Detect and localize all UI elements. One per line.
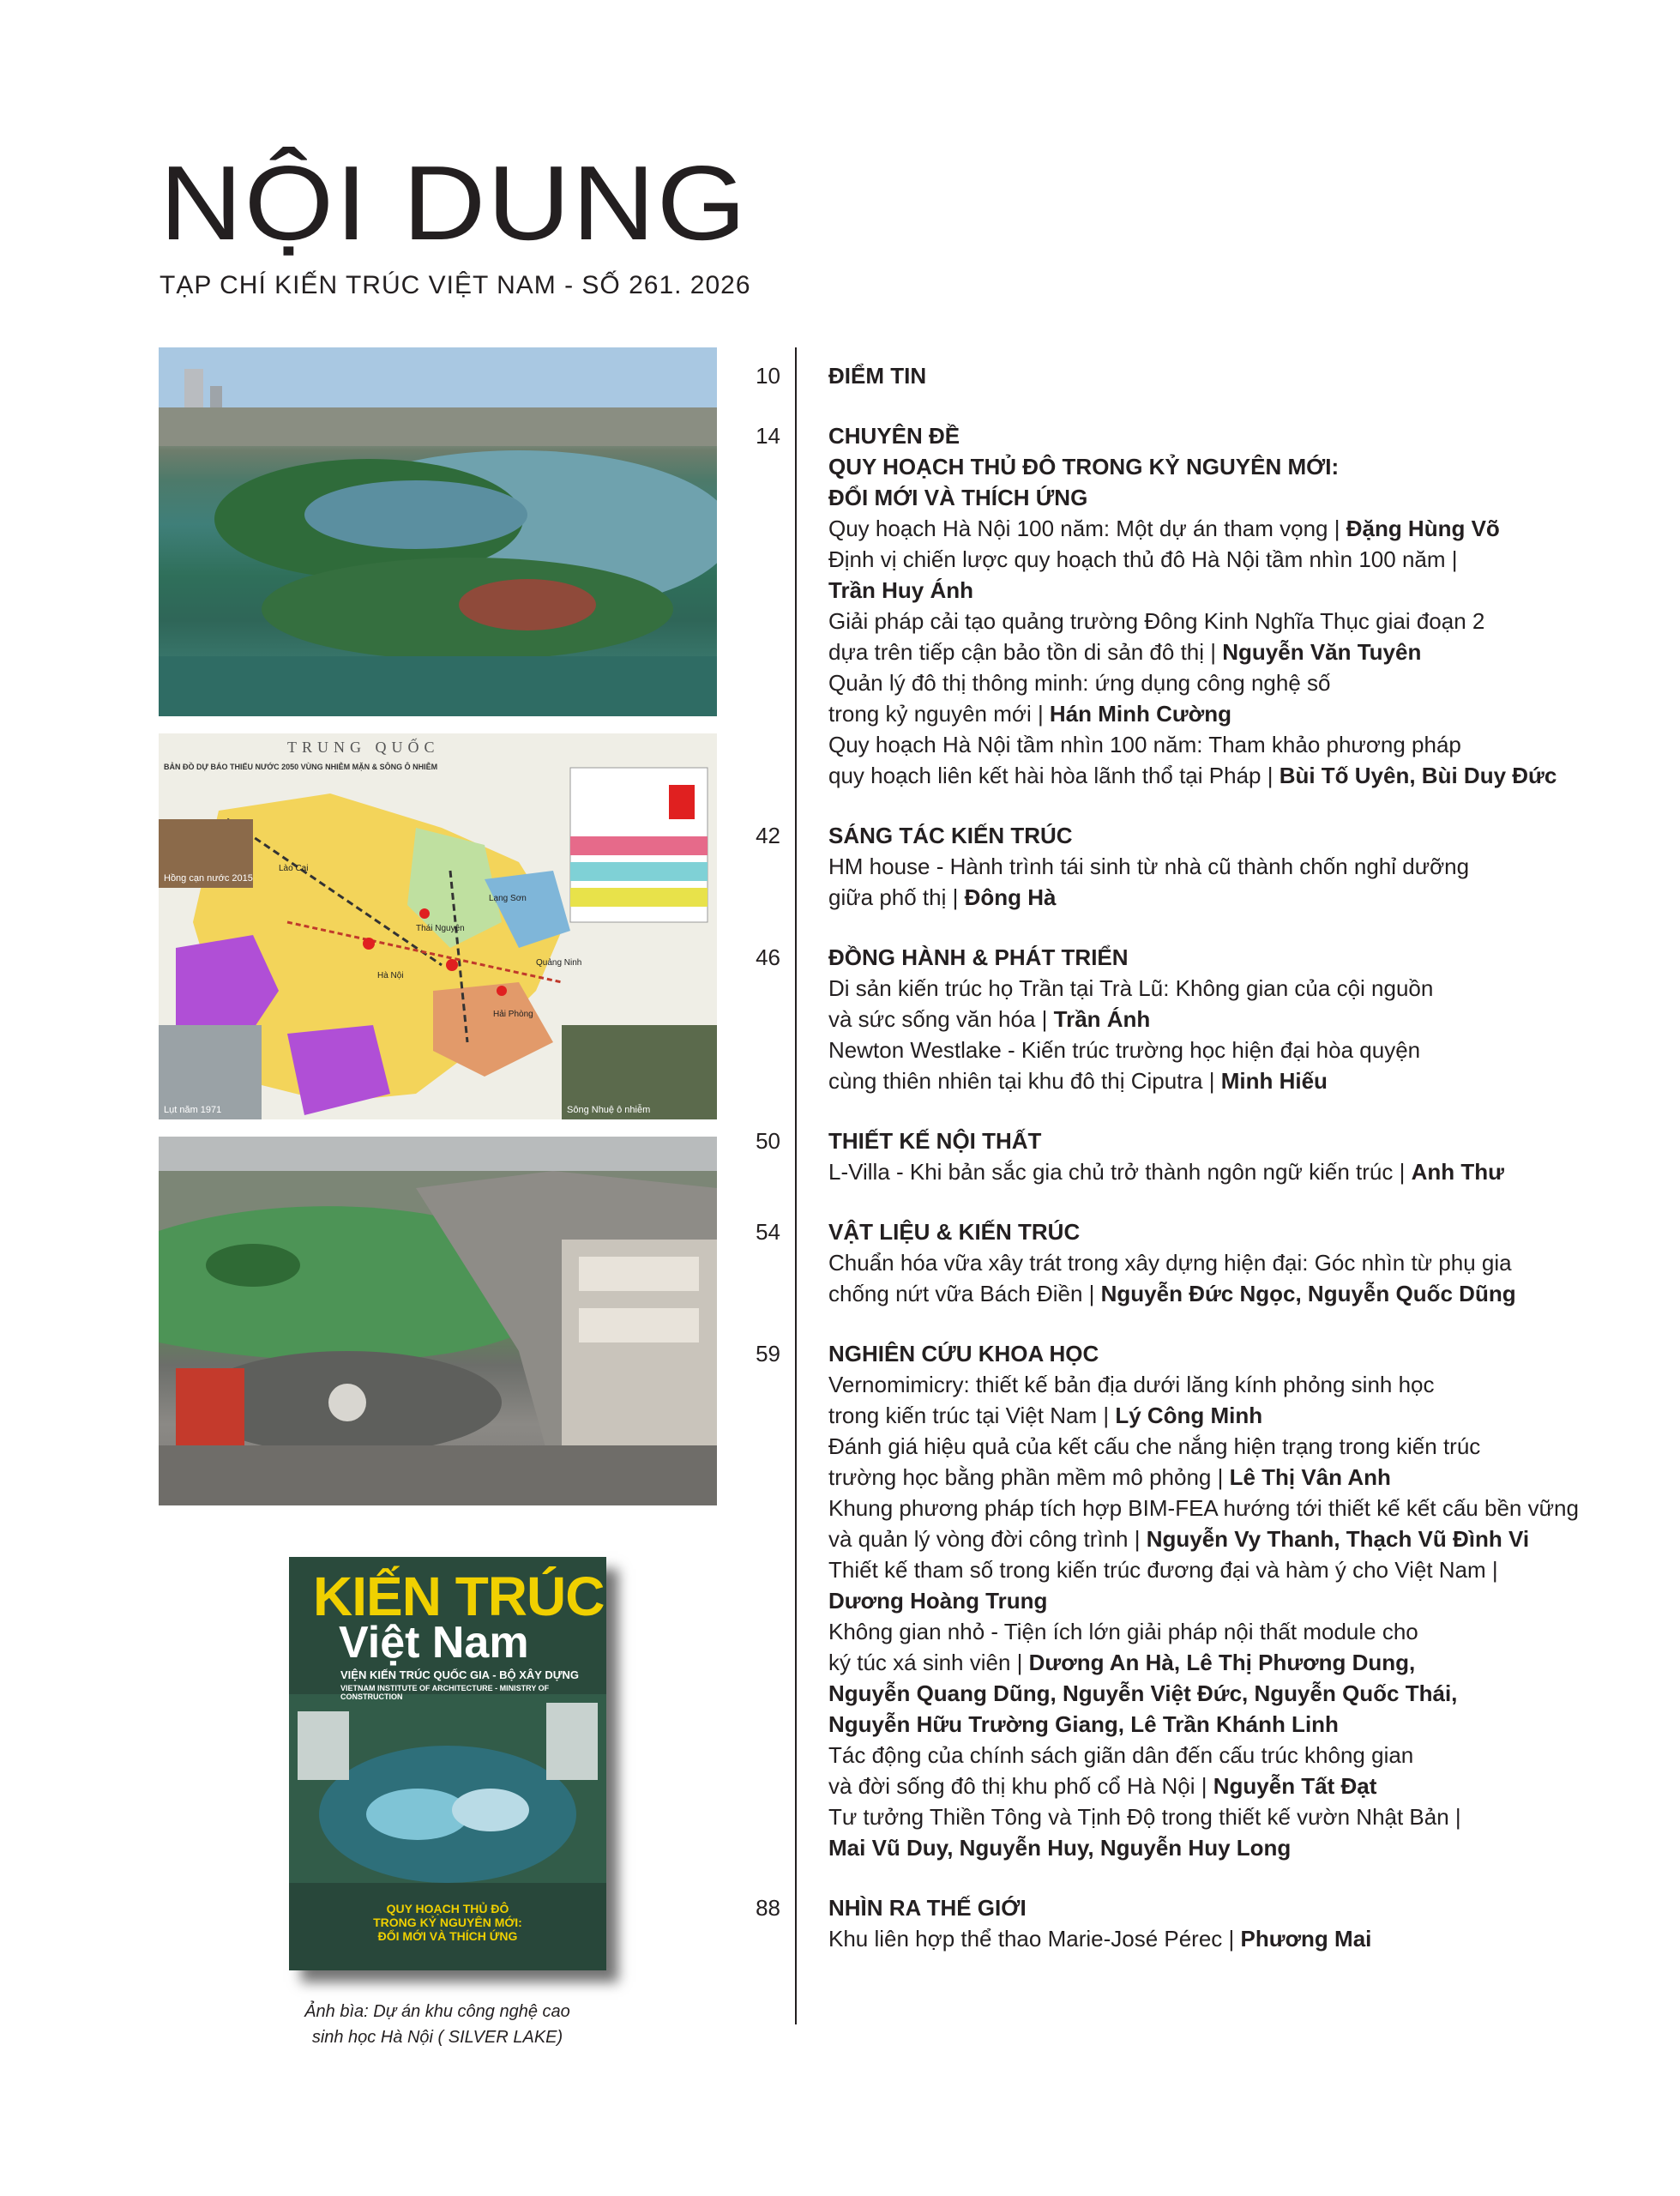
toc-section-title: NGHIÊN CỨU KHOA HỌC xyxy=(828,1341,1099,1366)
toc-section xyxy=(746,820,1647,913)
toc-article-line xyxy=(828,1647,1647,1678)
toc-article-line xyxy=(828,1740,1647,1771)
toc-article-author: Nguyễn Đức Ngọc, Nguyễn Quốc Dũng xyxy=(1100,1281,1516,1306)
toc-page-number: 88 xyxy=(756,1895,780,1921)
toc-article-line xyxy=(828,1585,1647,1616)
toc-article-title: Quy hoạch Hà Nội 100 năm: Một dự án tham vọng | xyxy=(828,516,1346,541)
toc-article-author: Minh Hiếu xyxy=(1220,1068,1328,1094)
map-city-2: Lạng Sơn xyxy=(489,894,527,903)
toc-article-title: Di sản kiến trúc họ Trần tại Trà Lũ: Không gian của cội nguồn xyxy=(828,975,1434,1001)
toc-section-title: QUY HOẠCH THỦ ĐÔ TRONG KỶ NGUYÊN MỚI: xyxy=(828,454,1340,480)
map-city-6: Quảng Ninh xyxy=(536,958,582,968)
cover-theme-line: ĐỔI MỚI VÀ THÍCH ỨNG xyxy=(377,1929,518,1944)
toc-article-line xyxy=(828,729,1647,760)
toc-article-line xyxy=(828,1035,1647,1065)
toc-section-title: VẬT LIỆU & KIẾN TRÚC xyxy=(828,1219,1081,1245)
toc-article-author: Mai Vũ Duy, Nguyễn Huy, Nguyễn Huy Long xyxy=(828,1835,1292,1861)
cover-publisher-en: VIETNAM INSTITUTE OF ARCHITECTURE - MINISTRY OF CONSTRUCTION xyxy=(340,1684,550,1701)
map-illustration xyxy=(159,733,717,1119)
toc-article-line xyxy=(828,1801,1647,1832)
map-photo-label-1: Hồng cạn nước 2015 xyxy=(164,873,253,884)
toc-page-number: 46 xyxy=(756,944,780,970)
toc-article-title: Vernomimicry: thiết kế bản địa dưới lăng kính phỏng sinh học xyxy=(828,1372,1435,1397)
cover-theme xyxy=(289,1902,606,1943)
toc-article-title: Thiết kế tham số trong kiến trúc đương đại và hàm ý cho Việt Nam | xyxy=(828,1557,1498,1583)
cover-brand-subtitle: Việt Nam xyxy=(339,1618,529,1668)
map-legend-title: BẢN ĐỒ DỰ BÁO THIẾU NƯỚC 2050 VÙNG NHIỄM MẶN & SÔNG Ô NHIỄM xyxy=(164,763,438,771)
cover-theme-line: QUY HOẠCH THỦ ĐÔ xyxy=(386,1902,509,1915)
toc-article-title: Tư tưởng Thiền Tông và Tịnh Độ trong thiết kế vườn Nhật Bản | xyxy=(828,1804,1461,1830)
toc-article-title: dựa trên tiếp cận bảo tồn di sản đô thị | xyxy=(828,639,1223,665)
toc-article-title: Đánh giá hiệu quả của kết cấu che nắng hiện trạng trong kiến trúc xyxy=(828,1433,1481,1459)
toc-section-body xyxy=(828,1338,1647,1863)
west-lake-illustration xyxy=(159,347,717,716)
toc-section xyxy=(746,1338,1647,1863)
toc-section xyxy=(746,1125,1647,1187)
toc-section xyxy=(746,360,1647,391)
toc-article-title: Tác động của chính sách giãn dân đến cấu trúc không gian xyxy=(828,1742,1414,1768)
toc-article-author: Nguyễn Vy Thanh, Thạch Vũ Đình Vi xyxy=(1146,1526,1530,1552)
toc-article-line xyxy=(828,1278,1647,1309)
toc-section-body xyxy=(828,1892,1647,1954)
toc-article-author: Anh Thư xyxy=(1411,1159,1504,1185)
map-city-1: Lào Cai xyxy=(279,864,309,873)
toc-article-line xyxy=(828,1004,1647,1035)
toc-page-number: 54 xyxy=(756,1219,780,1245)
toc-article-line xyxy=(828,1523,1647,1554)
toc-article-line xyxy=(828,667,1647,698)
hoan-kiem-lake-photo xyxy=(159,1137,717,1505)
toc-section-body xyxy=(828,420,1647,791)
toc-article-title: Định vị chiến lược quy hoạch thủ đô Hà Nội tầm nhìn 100 năm | xyxy=(828,546,1458,572)
toc-page-number: 10 xyxy=(756,363,780,389)
magazine-issue: TẠP CHÍ KIẾN TRÚC VIỆT NAM - SỐ 261. 2026 xyxy=(160,271,751,299)
toc-article-line xyxy=(828,1400,1647,1431)
toc-section-title: SÁNG TÁC KIẾN TRÚC xyxy=(828,823,1073,848)
toc-section-body xyxy=(828,1125,1647,1187)
toc-article-line xyxy=(828,760,1647,791)
toc-article-line xyxy=(828,1923,1647,1954)
toc-section xyxy=(746,942,1647,1096)
toc-section-title: ĐỒNG HÀNH & PHÁT TRIỂN xyxy=(828,944,1129,970)
toc-article-line xyxy=(828,544,1647,575)
cover-theme-line: TRONG KỶ NGUYÊN MỚI: xyxy=(373,1915,522,1930)
toc-article-line xyxy=(828,1832,1647,1863)
toc-article-line xyxy=(828,575,1647,606)
cover-publisher: VIỆN KIẾN TRÚC QUỐC GIA - BỘ XÂY DỰNG xyxy=(340,1668,580,1681)
toc-article-author: Đặng Hùng Võ xyxy=(1346,516,1500,541)
toc-article-line xyxy=(828,882,1647,913)
toc-page-number: 59 xyxy=(756,1341,780,1366)
water-forecast-map xyxy=(159,733,717,1119)
toc-article-title: và sức sống văn hóa | xyxy=(828,1006,1054,1032)
toc-section xyxy=(746,1216,1647,1309)
map-photo-label-3: Lụt năm 1971 xyxy=(164,1105,222,1115)
toc-section-body xyxy=(828,360,1647,391)
toc-article-line xyxy=(828,1678,1647,1709)
toc-article-author: Trần Ánh xyxy=(1053,1006,1151,1032)
toc-article-title: trong kỷ nguyên mới | xyxy=(828,701,1050,727)
toc-article-author: Đông Hà xyxy=(964,884,1057,910)
toc-page-number: 14 xyxy=(756,423,780,449)
map-country-label: TRUNG QUỐC xyxy=(287,739,440,756)
toc-article-title: chống nứt vữa Bách Điền | xyxy=(828,1281,1101,1306)
toc-article-author: Phương Mai xyxy=(1240,1926,1372,1952)
cover-caption-line: sinh học Hà Nội ( SILVER LAKE) xyxy=(311,2028,563,2047)
cover-caption-line: Ảnh bìa: Dự án khu công nghệ cao xyxy=(304,2002,570,2021)
toc-section xyxy=(746,420,1647,791)
toc-article-line xyxy=(828,1709,1647,1740)
toc-article-title: Khung phương pháp tích hợp BIM-FEA hướng tới thiết kế kết cấu bền vững xyxy=(828,1495,1579,1521)
cover-brand-title: KIẾN TRÚC xyxy=(313,1566,605,1627)
toc-article-title: và quản lý vòng đời công trình | xyxy=(828,1526,1147,1552)
toc-article-author: Nguyễn Tất Đạt xyxy=(1213,1773,1377,1799)
toc-article-line xyxy=(828,1462,1647,1493)
toc-article-title: Giải pháp cải tạo quảng trường Đông Kinh Nghĩa Thục giai đoạn 2 xyxy=(828,608,1485,634)
toc-article-title: Quản lý đô thị thông minh: ứng dụng công nghệ số xyxy=(828,670,1331,696)
toc-section-title: NHÌN RA THẾ GIỚI xyxy=(828,1895,1027,1921)
toc-article-author: Trần Huy Ánh xyxy=(828,577,974,603)
magazine-cover xyxy=(289,1557,606,1970)
toc-section-title: ĐIỂM TIN xyxy=(828,363,927,389)
toc-article-title: cùng thiên nhiên tại khu đô thị Ciputra | xyxy=(828,1068,1221,1094)
toc-article-author: Nguyễn Văn Tuyên xyxy=(1222,639,1422,665)
toc-article-author: Nguyễn Hữu Trường Giang, Lê Trần Khánh Linh xyxy=(828,1711,1339,1737)
map-city-3: Thái Nguyên xyxy=(416,924,465,933)
toc-article-author: Dương Hoàng Trung xyxy=(828,1588,1048,1614)
toc-article-title: L-Villa - Khi bản sắc gia chủ trở thành ngôn ngữ kiến trúc | xyxy=(828,1159,1412,1185)
toc-article-title: giữa phố thị | xyxy=(828,884,965,910)
toc-page-number: 42 xyxy=(756,823,780,848)
toc-article-line xyxy=(828,698,1647,729)
toc-article-line xyxy=(828,1065,1647,1096)
toc-section xyxy=(746,1892,1647,1954)
toc-article-title: Newton Westlake - Kiến trúc trường học hiện đại hòa quyện xyxy=(828,1037,1421,1063)
toc-article-title: Khu liên hợp thể thao Marie-José Pérec | xyxy=(828,1926,1241,1952)
toc-article-line xyxy=(828,1771,1647,1801)
toc-section-title: CHUYÊN ĐỀ xyxy=(828,423,960,449)
toc-article-author: Nguyễn Quang Dũng, Nguyễn Việt Đức, Nguyễn Quốc Thái, xyxy=(828,1680,1458,1706)
toc-article-author: Lê Thị Vân Anh xyxy=(1229,1464,1391,1490)
toc-article-line xyxy=(828,1554,1647,1585)
toc-article-line xyxy=(828,1156,1647,1187)
toc-article-title: Chuẩn hóa vữa xây trát trong xây dựng hiện đại: Góc nhìn từ phụ gia xyxy=(828,1250,1512,1276)
toc-article-title: Quy hoạch Hà Nội tầm nhìn 100 năm: Tham khảo phương pháp xyxy=(828,732,1461,757)
toc-article-title: trường học bằng phần mềm mô phỏng | xyxy=(828,1464,1230,1490)
toc-article-line xyxy=(828,636,1647,667)
toc-section-title: ĐỔI MỚI VÀ THÍCH ỨNG xyxy=(828,485,1088,510)
toc-article-author: Dương An Hà, Lê Thị Phương Dung, xyxy=(1028,1650,1416,1675)
toc-article-line xyxy=(828,606,1647,636)
toc-article-title: quy hoạch liên kết hài hòa lãnh thổ tại Pháp | xyxy=(828,763,1280,788)
toc-article-line xyxy=(828,1493,1647,1523)
toc-article-title: Không gian nhỏ - Tiện ích lớn giải pháp nội thất module cho xyxy=(828,1619,1418,1644)
table-of-contents xyxy=(746,360,1647,1954)
toc-page-number: 50 xyxy=(756,1128,780,1154)
toc-section-body xyxy=(828,942,1647,1096)
toc-article-line xyxy=(828,513,1647,544)
toc-section-body xyxy=(828,1216,1647,1309)
map-city-4: Hà Nội xyxy=(377,971,404,980)
map-city-5: Hải Phòng xyxy=(493,1010,533,1019)
toc-article-line xyxy=(828,1369,1647,1400)
toc-article-title: HM house - Hành trình tái sinh từ nhà cũ thành chốn nghỉ dưỡng xyxy=(828,854,1470,879)
toc-section-title: THIẾT KẾ NỘI THẤT xyxy=(828,1128,1042,1154)
toc-article-title: và đời sống đô thị khu phố cổ Hà Nội | xyxy=(828,1773,1213,1799)
cover-caption xyxy=(257,1999,617,2050)
toc-section-body xyxy=(828,820,1647,913)
toc-article-line xyxy=(828,1247,1647,1278)
toc-article-author: Lý Công Minh xyxy=(1115,1403,1263,1428)
page-title: NỘI DUNG xyxy=(160,144,748,262)
west-lake-aerial-photo xyxy=(159,347,717,716)
toc-article-line xyxy=(828,851,1647,882)
toc-article-line xyxy=(828,1431,1647,1462)
toc-article-line xyxy=(828,973,1647,1004)
toc-article-line xyxy=(828,1616,1647,1647)
toc-article-title: trong kiến trúc tại Việt Nam | xyxy=(828,1403,1116,1428)
toc-article-title: ký túc xá sinh viên | xyxy=(828,1650,1029,1675)
map-photo-label-2: Sông Nhuệ ô nhiễm xyxy=(567,1105,651,1115)
hoan-kiem-illustration xyxy=(159,1137,717,1505)
toc-article-author: Hán Minh Cường xyxy=(1049,701,1231,727)
toc-article-author: Bùi Tố Uyên, Bùi Duy Đức xyxy=(1279,763,1557,788)
